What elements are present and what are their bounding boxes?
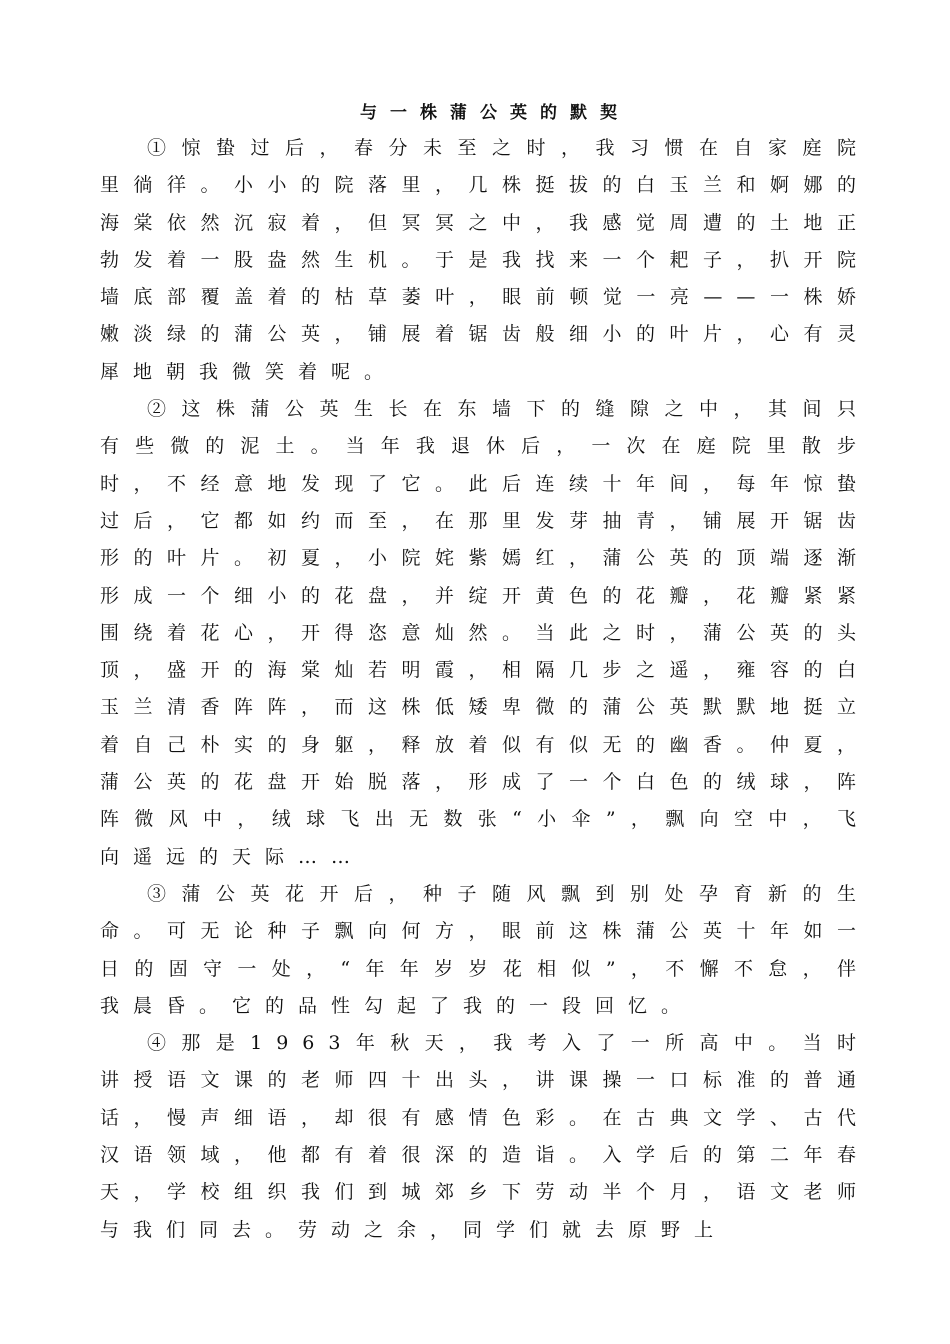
paragraph-2: ②这株蒲公英生长在东墙下的缝隙之中，其间只有些微的泥土。当年我退休后，一次在庭院里散步时，不经意地发现了它。此后连续十年间，每年惊蛰过后，它都如约而至，在那里发芽抽青，铺展开锯齿形的叶片。初夏，小院姹紫嫣红，蒲公英的顶端逐渐形成一个细小的花盘，并绽开黄色的花瓣，花瓣紧紧围绕着花心，开得恣意灿然。当此之时，蒲公英的头顶，盛开的海棠灿若明霞，相隔几步之遥，雍容的白玉兰清香阵阵，而这株低矮卑微的蒲公英默默地挺立着自己朴实的身躯，释放着似有似无的幽香。仲夏，蒲公英的花盘开始脱落，形成了一个白色的绒球，阵阵微风中，绒球飞出无数张“小伞”，飘向空中，飞向遥远的天际…… [100, 398, 870, 868]
document-title: 与一株蒲公英的默契 [360, 103, 630, 123]
document-body [100, 130, 870, 1249]
paragraph-3: ③蒲公英花开后，种子随风飘到别处孕育新的生命。可无论种子飘向何方，眼前这株蒲公英十年如一日的固守一处，“年年岁岁花相似”，不懈不怠，伴我晨昏。它的品性勾起了我的一段回忆。 [100, 882, 870, 1017]
paragraph-4: ④那是1963年秋天，我考入了一所高中。当时讲授语文课的老师四十出头，讲课操一口标准的普通话，慢声细语，却很有感情色彩。在古典文学、古代汉语领域，他都有着很深的造诣。入学后的第二年春天，学校组织我们到城郊乡下劳动半个月，语文老师与我们同去。劳动之余，同学们就去原野上 [100, 1032, 870, 1241]
paragraph-1: ①惊蛰过后，春分未至之时，我习惯在自家庭院里徜徉。小小的院落里，几株挺拔的白玉兰和婀娜的海棠依然沉寂着，但冥冥之中，我感觉周遭的土地正勃发着一股盎然生机。于是我找来一个耙子，扒开院墙底部覆盖着的枯草萎叶，眼前顿觉一亮——一株娇嫩淡绿的蒲公英，铺展着锯齿般细小的叶片，心有灵犀地朝我微笑着呢。 [100, 137, 870, 383]
